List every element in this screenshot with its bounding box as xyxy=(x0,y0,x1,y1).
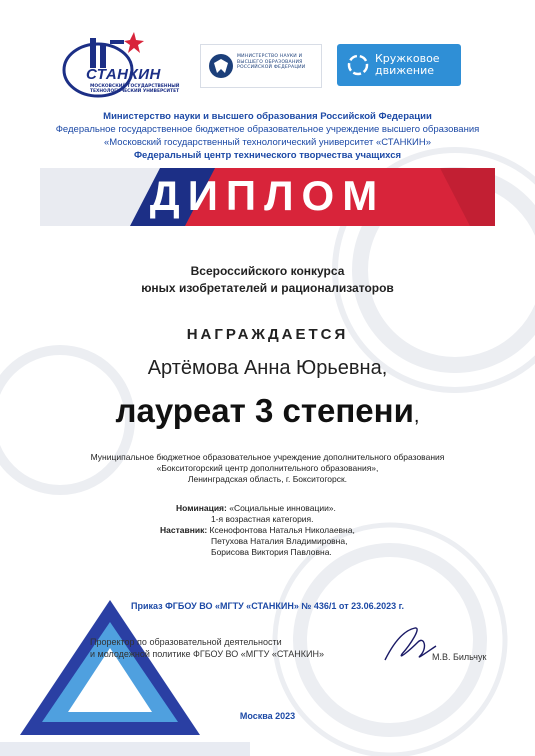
title-wrapper xyxy=(0,168,535,226)
nomination-label: Номинация: xyxy=(176,503,227,513)
mentor-row xyxy=(160,525,355,536)
kruzhok-text-line2: движение xyxy=(375,64,435,77)
header-line2: Федеральное государственное бюджетное образовательное учреждение высшего образования xyxy=(55,124,480,135)
signature-title-line1: Проректор по образовательной деятельности xyxy=(90,637,282,647)
kruzhok-text xyxy=(375,53,440,77)
contest-line1: Всероссийского конкурса xyxy=(190,264,345,278)
triangle-emblem xyxy=(0,600,250,756)
kruzhok-text-line1: Кружковое xyxy=(375,52,440,65)
header-line4: Федеральный центр технического творчества учащихся xyxy=(133,150,402,161)
header-line1: Министерство науки и высшего образования Российской Федерации xyxy=(103,111,432,122)
person-name: Артёмова Анна Юрьевна xyxy=(147,357,382,379)
contest-line2: юных изобретателей и рационализаторов xyxy=(141,281,394,295)
stankin-logo xyxy=(60,30,190,102)
header-line3: «Московский государственный технологический университет «СТАНКИН» xyxy=(104,137,431,148)
org-line3: Ленинградская область, г. Бокситогорск. xyxy=(187,474,348,484)
degree-suffix: , xyxy=(413,405,420,427)
ministry-logo xyxy=(200,44,322,88)
order-text: Приказ ФГБОУ ВО «МГТУ «СТАНКИН» № 436/1 от 23.06.2023 г. xyxy=(130,601,404,611)
mentor-3: Борисова Виктория Павловна. xyxy=(211,547,332,557)
person-line xyxy=(0,357,535,380)
signature-icon xyxy=(380,620,440,668)
degree-line xyxy=(0,392,535,430)
signer-name: М.В. Бильчук xyxy=(432,652,487,662)
kruzhok-emblem-icon xyxy=(345,52,371,78)
city-year: Москва 2023 xyxy=(239,711,296,721)
org-line2: «Бокситогорский центр дополнительного образования», xyxy=(156,463,379,473)
person-suffix: , xyxy=(381,357,388,379)
mentor-label: Наставник: xyxy=(160,525,208,535)
ministry-text: МИНИСТЕРСТВО НАУКИ И ВЫСШЕГО ОБРАЗОВАНИЯ РОССИЙСКОЙ ФЕДЕРАЦИИ xyxy=(237,54,306,71)
awarded-label: НАГРАЖДАЕТСЯ xyxy=(186,326,349,343)
mentor-1: Ксенофонтова Наталья Николаевна, xyxy=(209,525,355,535)
stankin-subtitle: МОСКОВСКИЙ ГОСУДАРСТВЕННЫЙ ТЕХНОЛОГИЧЕСКИЙ УНИВЕРСИТЕТ xyxy=(90,84,180,95)
mentor-2: Петухова Наталия Владимировна, xyxy=(211,536,348,546)
signature-title-line2: и молодежной политике ФГБОУ ВО «МГТУ «СТАНКИН» xyxy=(90,649,324,659)
stankin-name: СТАНКИН xyxy=(86,66,161,83)
nomination-row xyxy=(176,503,336,514)
diploma-title: ДИПЛОМ xyxy=(149,172,386,219)
category-text: 1-я возрастная категория. xyxy=(211,514,314,524)
kruzhok-logo xyxy=(337,44,461,86)
eagle-emblem-icon xyxy=(206,51,236,81)
nomination-value: «Социальные инновации». xyxy=(229,503,336,513)
degree-text: лауреат 3 степени xyxy=(115,392,414,429)
org-line1: Муниципальное бюджетное образовательное учреждение дополнительного образования xyxy=(90,452,445,462)
